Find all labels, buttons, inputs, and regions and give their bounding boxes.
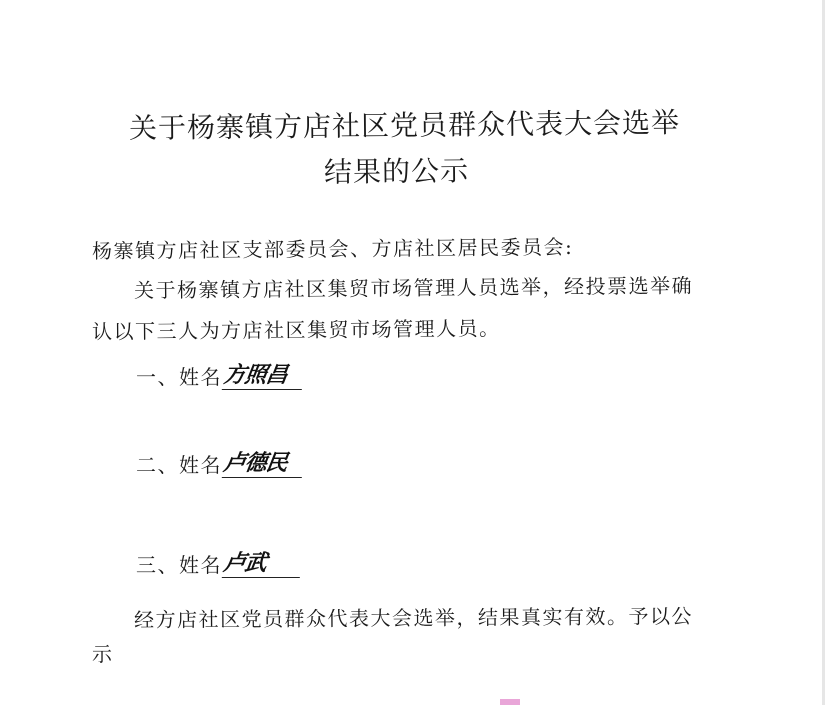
candidate-2 xyxy=(136,446,304,478)
conclusion-line-2: 示 xyxy=(92,642,114,666)
candidate-3-signature: 卢武 xyxy=(222,546,304,578)
candidate-3-label: 三、姓名 xyxy=(136,553,222,577)
scan-edge-mark xyxy=(500,699,520,705)
candidate-1-label: 一、姓名 xyxy=(136,365,222,389)
document-title-line-2: 结果的公示 xyxy=(323,154,470,189)
conclusion-line-1: 经方店社区党员群众代表大会选举，结果真实有效。予以公 xyxy=(133,604,694,632)
candidate-1-signature: 方照昌 xyxy=(222,358,306,390)
body-paragraph-line-1: 关于杨寨镇方店社区集贸市场管理人员选举，经投票选举确 xyxy=(133,273,694,303)
candidate-2-label: 二、姓名 xyxy=(136,453,222,477)
addressee-line: 杨寨镇方店社区支部委员会、方店社区居民委员会: xyxy=(91,234,574,264)
document-title-line-1: 关于杨寨镇方店社区党员群众代表大会选举 xyxy=(128,106,681,145)
candidate-3 xyxy=(136,546,302,578)
candidate-1 xyxy=(136,358,304,390)
candidate-2-signature: 卢德民 xyxy=(222,446,306,478)
body-paragraph-line-2: 认以下三人为方店社区集贸市场管理人员。 xyxy=(91,316,501,344)
